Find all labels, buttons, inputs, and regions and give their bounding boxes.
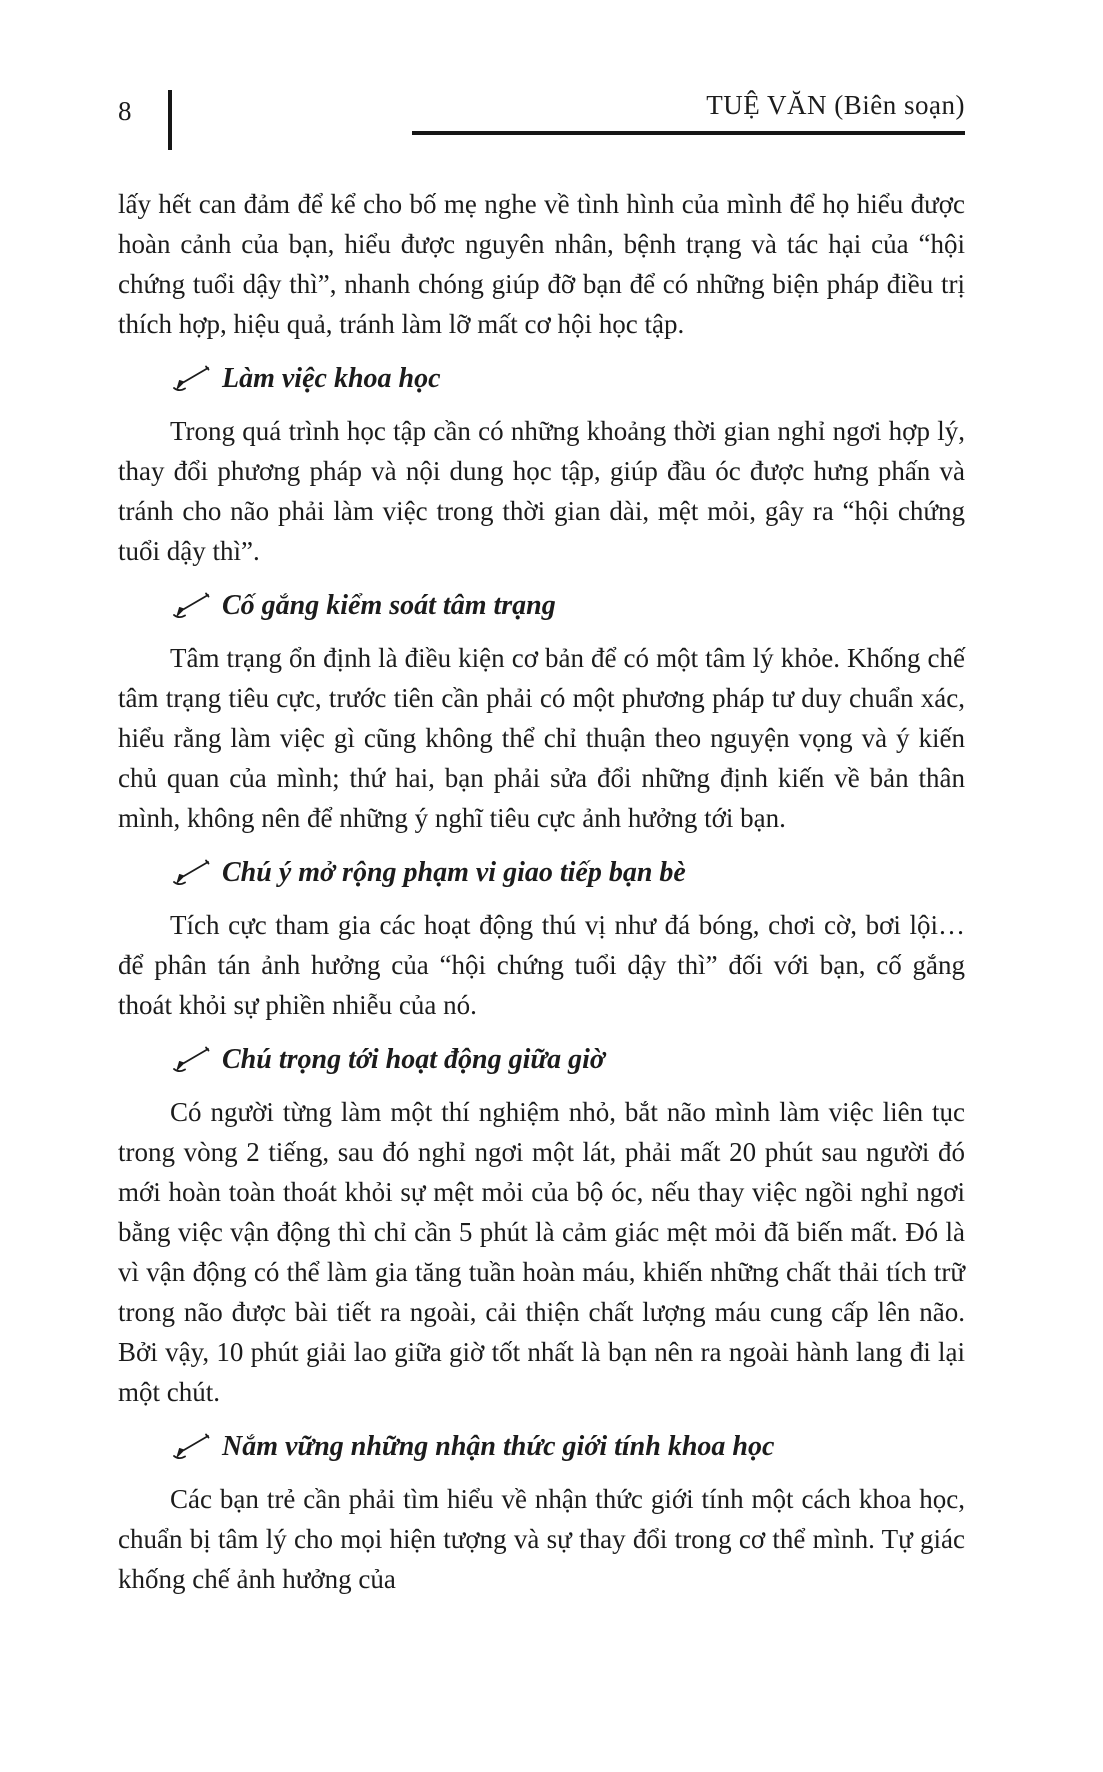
- page-header: [118, 88, 965, 160]
- paragraph: Các bạn trẻ cần phải tìm hiểu về nhận thức giới tính một cách khoa học, chuẩn bị tâm lý cho mọi hiện tượng và sự thay đổi trong cơ thể mình. Tự giác khống chế ảnh hưởng của: [118, 1484, 965, 1594]
- paragraph: Tích cực tham gia các hoạt động thú vị như đá bóng, chơi cờ, bơi lội… để phân tán ảnh hưởng của “hội chứng tuổi dậy thì” đối với bạn, cố gắng thoát khỏi sự phiền nhiễu của nó.: [118, 910, 965, 1020]
- section-heading-label: Làm việc khoa học: [222, 363, 441, 394]
- paragraph: Trong quá trình học tập cần có những khoảng thời gian nghỉ ngơi hợp lý, thay đổi phương pháp và nội dung học tập, giúp đầu óc được hưng phấn và tránh cho não phải làm việc trong thời gian dài, mệt mỏi, gây ra “hội chứng tuổi dậy thì”.: [118, 416, 965, 566]
- paragraph: lấy hết can đảm để kể cho bố mẹ nghe về tình hình của mình để họ hiểu được hoàn cảnh của bạn, hiểu được nguyên nhân, bệnh trạng và tác hại của “hội chứng tuổi dậy thì”, nhanh chóng giúp đỡ bạn để có những biện pháp điều trị thích hợp, hiệu quả, tránh làm lỡ mất cơ hội học tập.: [118, 189, 965, 339]
- writing-hand-icon: [170, 1433, 210, 1461]
- section-heading-label: Nắm vững những nhận thức giới tính khoa học: [222, 1431, 775, 1462]
- page-body: [118, 184, 965, 1599]
- section-heading: [118, 586, 965, 626]
- header-divider-bar: [168, 90, 172, 150]
- header-rule: [412, 131, 965, 135]
- paragraph: Có người từng làm một thí nghiệm nhỏ, bắt não mình làm việc liên tục trong vòng 2 tiếng, sau đó nghỉ ngơi một lát, phải mất 20 phút sau người đó mới hoàn toàn thoát khỏi sự mệt mỏi của bộ óc, nếu thay việc ngồi nghỉ ngơi bằng việc vận động thì chỉ cần 5 phút là cảm giác mệt mỏi đã biến mất. Đó là vì vận động có thể làm gia tăng tuần hoàn máu, khiến những chất thải tích trữ trong não được bài tiết ra ngoài, cải thiện chất lượng máu cung cấp lên não. Bởi vậy, 10 phút giải lao giữa giờ tốt nhất là bạn nên ra ngoài hành lang đi lại một chút.: [118, 1097, 965, 1407]
- section-heading-label: Chú ý mở rộng phạm vi giao tiếp bạn bè: [222, 857, 686, 888]
- page-number-group: [118, 88, 172, 150]
- writing-hand-icon: [170, 365, 210, 393]
- page-number: 8: [118, 96, 132, 126]
- section-heading: [118, 1040, 965, 1080]
- writing-hand-icon: [170, 1046, 210, 1074]
- section-heading: [118, 1427, 965, 1467]
- section-heading: [118, 853, 965, 893]
- writing-hand-icon: [170, 859, 210, 887]
- section-heading: [118, 359, 965, 399]
- running-title-group: [412, 88, 965, 135]
- paragraph: Tâm trạng ổn định là điều kiện cơ bản để có một tâm lý khỏe. Khống chế tâm trạng tiêu cực, trước tiên cần phải có một phương pháp tư duy chuẩn xác, hiểu rằng làm việc gì cũng không thể chỉ thuận theo nguyện vọng và ý kiến chủ quan của mình; thứ hai, bạn phải sửa đổi những định kiến về bản thân mình, không nên để những ý nghĩ tiêu cực ảnh hưởng tới bạn.: [118, 643, 965, 833]
- section-heading-label: Cố gắng kiểm soát tâm trạng: [222, 590, 556, 621]
- section-heading-label: Chú trọng tới hoạt động giữa giờ: [222, 1044, 605, 1075]
- writing-hand-icon: [170, 592, 210, 620]
- running-title: TUỆ VĂN (Biên soạn): [706, 90, 965, 120]
